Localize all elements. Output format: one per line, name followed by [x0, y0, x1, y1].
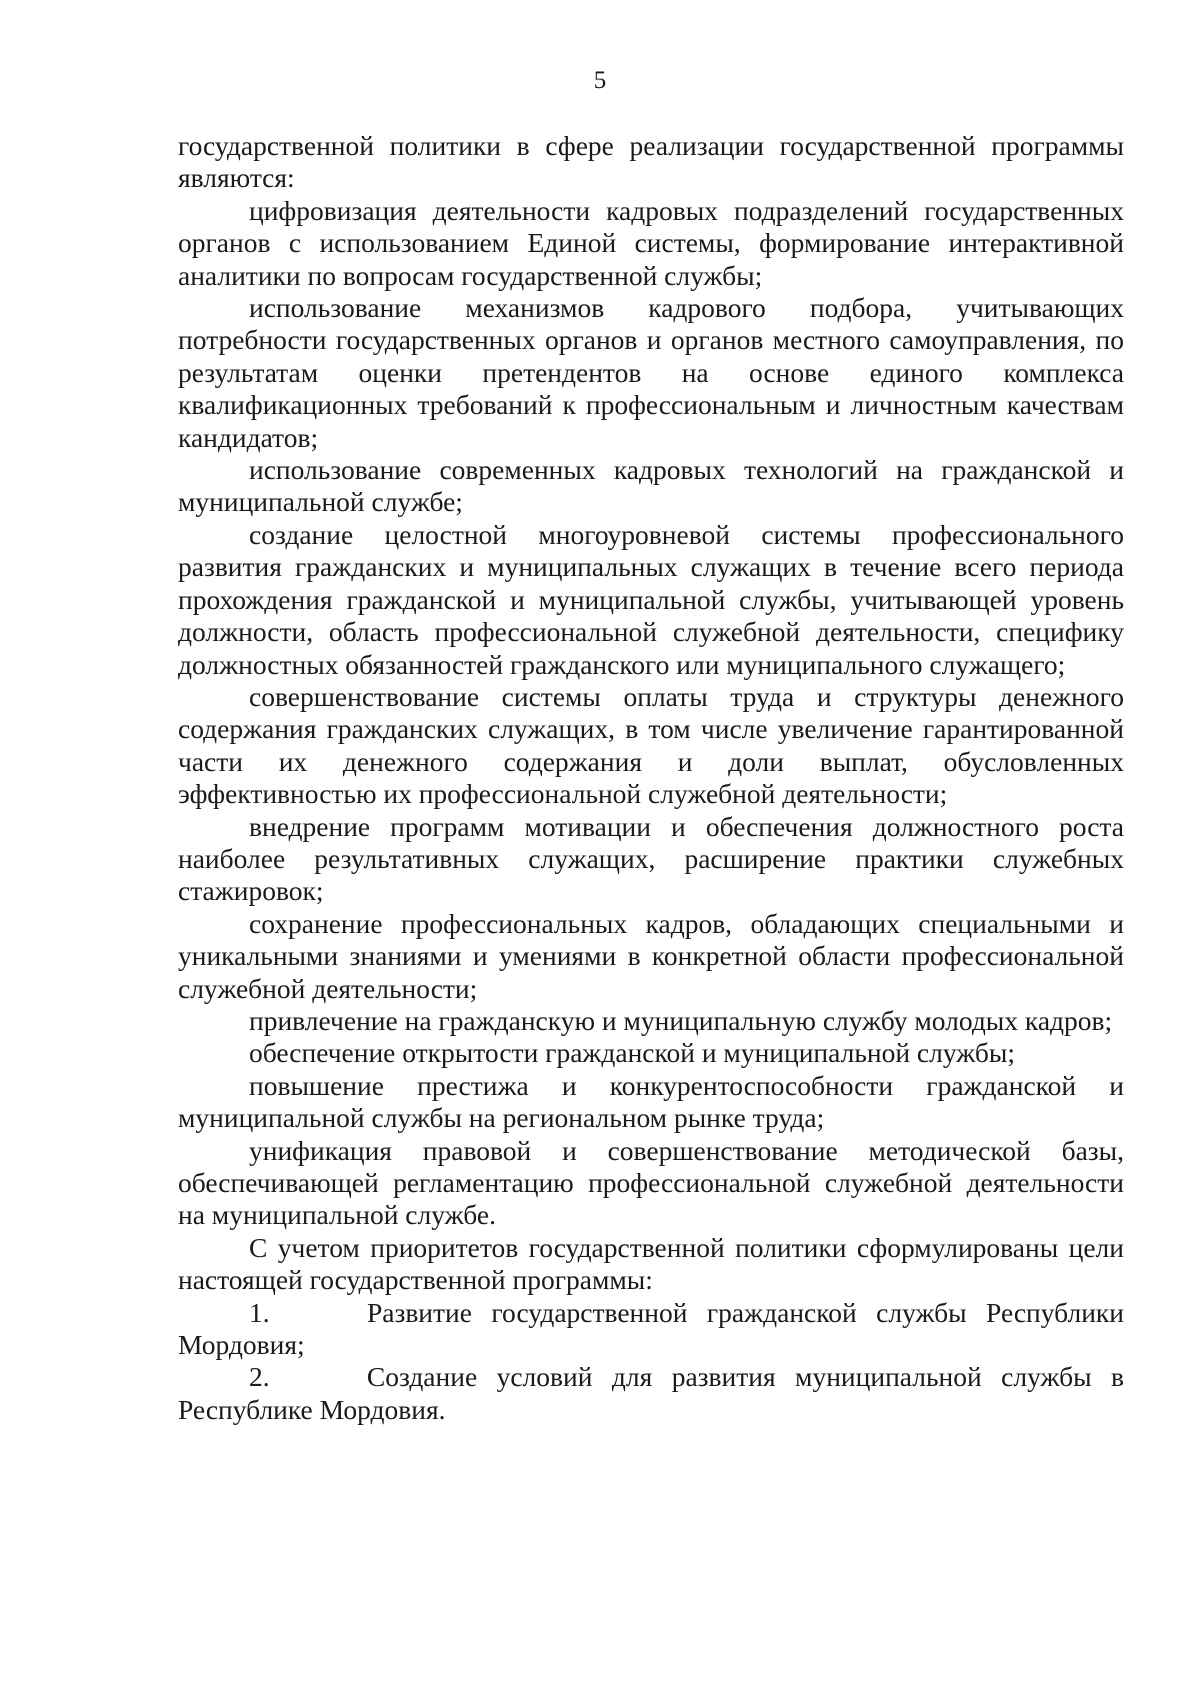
page-number: 5: [593, 67, 607, 94]
paragraph: С учетом приоритетов государственной политики сформулированы цели настоящей государственной программы:: [178, 1231, 1124, 1296]
numbered-goal: 2. Создание условий для развития муниципальной службы в Республике Мордовия.: [178, 1361, 1124, 1425]
list-item: внедрение программ мотивации и обеспечения должностного роста наиболее результативных служащих, расширение практики служебных стажировок;: [178, 810, 1124, 907]
list-item: использование механизмов кадрового подбора, учитывающих потребности государственных органов и органов местного самоуправления, по результатам оценки претендентов на основе единого комплекса квалификационных требований к профессиональным и личностным качествам кандидатов;: [178, 292, 1124, 453]
list-item: повышение престижа и конкурентоспособности гражданской и муниципальной службы на региональном рынке труда;: [178, 1069, 1124, 1134]
list-item: обеспечение открытости гражданской и муниципальной службы;: [249, 1037, 1015, 1069]
numbered-goal: 1. Развитие государственной гражданской службы Республики Мордовия;: [178, 1296, 1124, 1361]
list-item: совершенствование системы оплаты труда и структуры денежного содержания гражданских служащих, в том числе увеличение гарантированной части их денежного содержания и доли выплат, обусловленных эффективностью их профессиональной служебной деятельности;: [178, 680, 1124, 810]
document-body: [178, 130, 1124, 1426]
paragraph: государственной политики в сфере реализации государственной программы являются:: [178, 130, 1124, 194]
list-item: привлечение на гражданскую и муниципальную службу молодых кадров;: [249, 1004, 1113, 1036]
list-item: использование современных кадровых технологий на гражданской и муниципальной службе;: [178, 454, 1124, 518]
list-item: создание целостной многоуровневой системы профессионального развития гражданских и муниципальных служащих в течение всего периода прохождения гражданской и муниципальной службы, учитывающей уровень должности, область профессиональной служебной деятельности, специфику должностных обязанностей гражданского или муниципального служащего;: [178, 518, 1124, 680]
list-item: унификация правовой и совершенствование методической базы, обеспечивающей регламентацию профессиональной служебной деятельности на муниципальной службе.: [178, 1134, 1124, 1231]
list-item: цифровизация деятельности кадровых подразделений государственных органов с использованием Единой системы, формирование интерактивной аналитики по вопросам государственной службы;: [178, 194, 1124, 291]
list-item: сохранение профессиональных кадров, обладающих специальными и уникальными знаниями и умениями в конкретной области профессиональной служебной деятельности;: [178, 907, 1124, 1004]
